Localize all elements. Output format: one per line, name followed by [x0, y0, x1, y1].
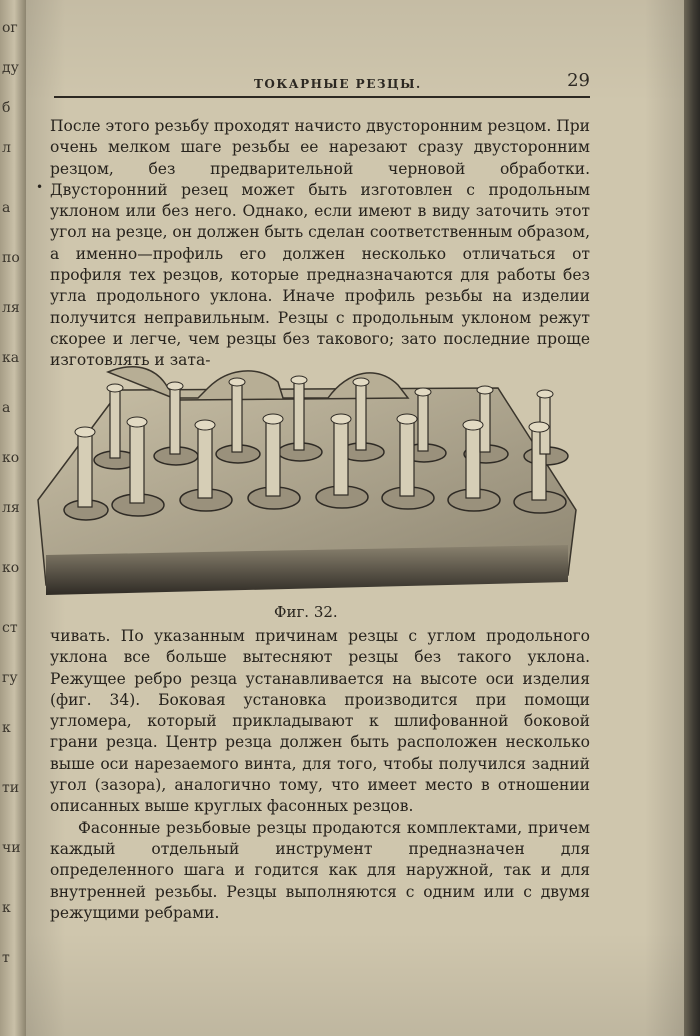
- facing-page-fragment: б: [2, 100, 11, 116]
- page-number: 29: [567, 70, 590, 91]
- facing-page-fragment: ко: [2, 450, 20, 466]
- facing-page-fragment: ду: [2, 60, 19, 76]
- facing-page-fragment: чи: [2, 840, 21, 856]
- margin-mark: •: [36, 180, 44, 194]
- facing-page-fragment: ог: [2, 20, 18, 36]
- facing-page-fragment: а: [2, 200, 11, 216]
- facing-page-fragment: ля: [2, 500, 20, 516]
- paragraph-text: После этого резьбу проходят начисто двусторонним резцом. При очень мелком шаге резьбы ее нарезают сразу двусторонним резцом, без предварительной черновой обработки. Двусторонний резец может быть изготовлен с продольным уклоном или без него. Однако, если имеют в виду заточить этот угол на резце, он должен быть сделан соответственным образом, а именно—профиль его должен несколько отличаться от профиля тех резцов, которые предназначаются для работы без угла продольного уклона. Иначе профиль резьбы на изделии получится неправильным. Резцы с продольным уклоном режут скорее и легче, чем резцы без такового; зато последние проще изготовлять и зата-: [50, 117, 590, 370]
- paragraph: [50, 626, 590, 924]
- facing-page-fragment: ст: [2, 620, 18, 636]
- paragraph-text: Фасонные резьбовые резцы продаются комплектами, причем каждый отдельный инструмент предназначен для определенного шага и годится как для наружной, так и для внутренней резьбы. Резцы выполняются с одним или с двумя режущими ребрами.: [50, 818, 590, 922]
- running-head: ТОКАРНЫЕ РЕЗЦЫ.: [254, 77, 422, 91]
- facing-page-fragment: ти: [2, 780, 20, 796]
- facing-page-fragment: по: [2, 250, 20, 266]
- facing-page-edge: [0, 0, 26, 1036]
- facing-page-fragment: а: [2, 400, 11, 416]
- figure-caption: Фиг. 32.: [274, 603, 338, 621]
- facing-page-fragment: т: [2, 950, 10, 966]
- figure-image: [28, 360, 588, 600]
- page-header: [54, 66, 590, 98]
- facing-page-fragment: л: [2, 140, 11, 156]
- facing-page-fragment: ка: [2, 350, 20, 366]
- facing-page-fragment: к: [2, 720, 11, 736]
- facing-page-fragment: гу: [2, 670, 18, 686]
- paragraph-text: чивать. По указанным причинам резцы с углом продольного уклона все больше вытесняют резцы без такого уклона. Режущее ребро резца устанавливается на высоте оси изделия (фиг. 34). Боковая установка производится при помощи угломера, который прикладывают к шлифованной боковой грани резца. Центр резца должен быть расположен несколько выше оси нарезаемого винта, для того, чтобы получился задний угол (зазора), аналогично тому, что имеет место в отношении описанных выше круглых фасонных резцов.: [50, 627, 590, 816]
- facing-page-fragment: к: [2, 900, 11, 916]
- facing-page-fragment: ко: [2, 560, 20, 576]
- paragraph: [50, 116, 590, 372]
- thread-cutter-set-illustration: [28, 360, 588, 600]
- facing-page-fragment: ля: [2, 300, 20, 316]
- book-edge: [684, 0, 700, 1036]
- book-page: [26, 0, 684, 1036]
